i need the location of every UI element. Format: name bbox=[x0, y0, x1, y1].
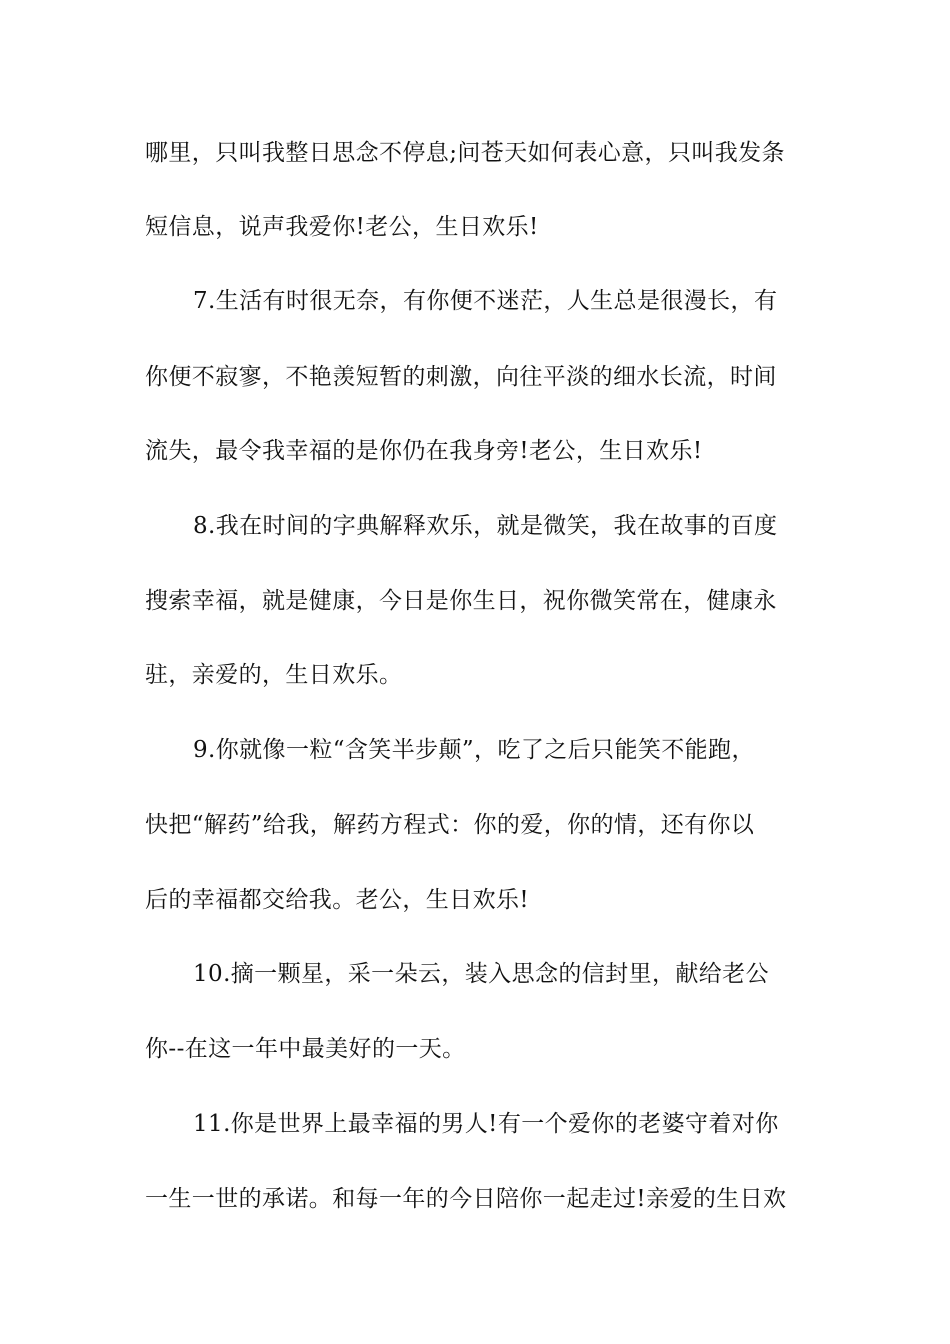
text-line: 快把“解药”给我，解药方程式：你的爱，你的情，还有你以 bbox=[145, 812, 755, 838]
text-line: 一生一世的承诺。和每一年的今日陪你一起走过!亲爱的生日欢 bbox=[145, 1186, 787, 1212]
text-line: 你便不寂寥，不艳羡短暂的刺激，向往平淡的细水长流，时间 bbox=[145, 364, 777, 390]
text-line: 搜索幸福，就是健康，今日是你生日，祝你微笑常在，健康永 bbox=[145, 588, 777, 614]
text-line: 流失，最令我幸福的是你仍在我身旁!老公，生日欢乐! bbox=[145, 438, 703, 464]
paragraph-start-line: 8.我在时间的字典解释欢乐，就是微笑，我在故事的百度 bbox=[193, 513, 778, 539]
text-line: 短信息，说声我爱你!老公，生日欢乐! bbox=[145, 214, 539, 240]
paragraph-start-line: 9.你就像一粒“含笑半步颠”，吃了之后只能笑不能跑， bbox=[193, 737, 755, 763]
text-line: 后的幸福都交给我。老公，生日欢乐! bbox=[145, 887, 530, 913]
paragraph-start-line: 11.你是世界上最幸福的男人!有一个爱你的老婆守着对你 bbox=[193, 1111, 779, 1137]
paragraph-start-line: 7.生活有时很无奈，有你便不迷茫，人生总是很漫长，有 bbox=[193, 288, 778, 314]
paragraph-start-line: 10.摘一颗星，采一朵云，装入思念的信封里，献给老公 bbox=[193, 961, 769, 987]
text-line: 驻，亲爱的，生日欢乐。 bbox=[145, 662, 403, 688]
text-line: 你--在这一年中最美好的一天。 bbox=[145, 1036, 466, 1062]
text-line: 哪里，只叫我整日思念不停息;问苍天如何表心意，只叫我发条 bbox=[145, 140, 785, 166]
